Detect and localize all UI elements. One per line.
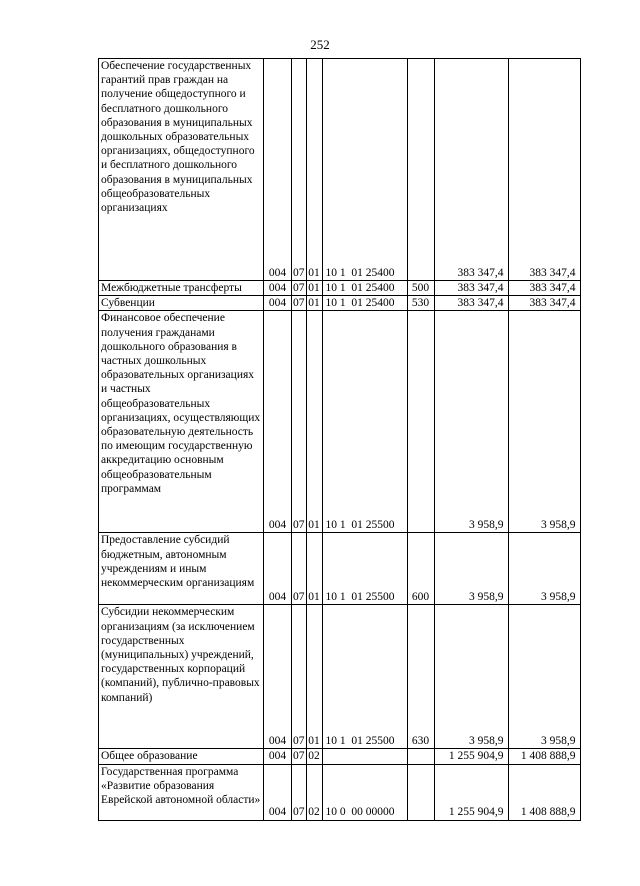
table-row bbox=[99, 605, 581, 749]
row-name: Межбюджетные трансферты bbox=[99, 281, 264, 296]
sum-year-2: 3 958,9 bbox=[508, 311, 580, 533]
table-row bbox=[99, 311, 581, 533]
sum-year-2: 383 347,4 bbox=[508, 281, 580, 296]
section-code: 07 bbox=[292, 533, 307, 605]
subsection-code: 01 bbox=[306, 59, 322, 281]
table-row bbox=[99, 533, 581, 605]
sum-year-1: 383 347,4 bbox=[434, 59, 508, 281]
row-name: Предоставление субсидий бюджетным, автономным учреждениям и иным некоммерческим организациям bbox=[99, 533, 264, 605]
target-article-code: 10 1 01 25400 bbox=[322, 296, 407, 311]
table-row bbox=[99, 296, 581, 311]
target-article-code: 10 1 01 25500 bbox=[322, 311, 407, 533]
expense-type-code bbox=[407, 311, 434, 533]
target-article-code: 10 1 01 25400 bbox=[322, 59, 407, 281]
ministry-code: 004 bbox=[264, 311, 292, 533]
row-name: Финансовое обеспечение получения гражданами дошкольного образования в частных дошкольных образовательных организациях и частных общеобразовательных организациях, осуществляющих образовательную деятельность по имеющим государственную аккредитацию основным общеобразовательным программам bbox=[99, 311, 264, 533]
expense-type-code: 600 bbox=[407, 533, 434, 605]
subsection-code: 01 bbox=[306, 533, 322, 605]
section-code: 07 bbox=[293, 750, 305, 763]
row-name: Субвенции bbox=[99, 296, 264, 311]
section-code: 07 bbox=[292, 605, 307, 749]
section-code: 07 bbox=[293, 282, 305, 294]
sum-year-1: 383 347,4 bbox=[434, 296, 508, 311]
ministry-code: 004 bbox=[264, 59, 292, 281]
table-row bbox=[99, 281, 581, 296]
sum-year-1: 1 255 904,9 bbox=[434, 749, 508, 764]
subsection-code: 01 bbox=[306, 296, 322, 311]
expense-type-code: 530 bbox=[407, 296, 434, 311]
expense-type-code: 500 bbox=[407, 281, 434, 296]
sum-year-1: 3 958,9 bbox=[434, 605, 508, 749]
sum-year-1: 3 958,9 bbox=[434, 311, 508, 533]
target-article-code: 10 1 01 25500 bbox=[322, 605, 407, 749]
section-code: 07 bbox=[292, 59, 307, 281]
ministry-code: 004 bbox=[264, 296, 292, 311]
row-name: Субсидии некоммерческим организациям (за исключением государственных (муниципальных) учреждений, государственных корпораций (компаний), публично-правовых компаний) bbox=[99, 605, 264, 749]
subsection-code: 01 bbox=[306, 605, 322, 749]
expense-type-code bbox=[407, 764, 434, 820]
table-row bbox=[99, 764, 581, 820]
subsection-code: 01 bbox=[306, 311, 322, 533]
sum-year-1: 3 958,9 bbox=[434, 533, 508, 605]
table-row bbox=[99, 749, 581, 764]
target-article-code bbox=[322, 749, 407, 764]
target-article-code: 10 0 00 00000 bbox=[322, 764, 407, 820]
ministry-code: 004 bbox=[264, 764, 292, 820]
ministry-code: 004 bbox=[264, 533, 292, 605]
row-name: Государственная программа «Развитие образования Еврейской автономной области» bbox=[99, 764, 264, 820]
target-article-code: 10 1 01 25500 bbox=[322, 533, 407, 605]
ministry-code: 004 bbox=[264, 749, 292, 764]
sum-year-2: 383 347,4 bbox=[508, 296, 580, 311]
sum-year-2: 1 408 888,9 bbox=[508, 749, 580, 764]
row-name: Обеспечение государственных гарантий прав граждан на получение общедоступного и бесплатного дошкольного образования в муниципальных дошкольных образовательных организациях, общедоступного и бесплатного дошкольного образования в муниципальных общеобразовательных организациях bbox=[99, 59, 264, 281]
subsection-code: 02 bbox=[306, 749, 322, 764]
subsection-code: 02 bbox=[306, 764, 322, 820]
sum-year-2: 3 958,9 bbox=[508, 605, 580, 749]
ministry-code: 004 bbox=[264, 281, 292, 296]
expense-type-code bbox=[407, 749, 434, 764]
budget-table bbox=[98, 58, 581, 821]
expense-type-code: 630 bbox=[407, 605, 434, 749]
section-code: 07 bbox=[293, 297, 305, 310]
sum-year-2: 1 408 888,9 bbox=[508, 764, 580, 820]
row-name: Общее образование bbox=[99, 749, 264, 764]
subsection-code: 01 bbox=[306, 281, 322, 296]
sum-year-1: 1 255 904,9 bbox=[434, 764, 508, 820]
sum-year-1: 383 347,4 bbox=[434, 281, 508, 296]
page-number: 252 bbox=[310, 37, 330, 52]
section-code: 07 bbox=[292, 311, 307, 533]
ministry-code: 004 bbox=[264, 605, 292, 749]
target-article-code: 10 1 01 25400 bbox=[322, 281, 407, 296]
expense-type-code bbox=[407, 59, 434, 281]
sum-year-2: 3 958,9 bbox=[508, 533, 580, 605]
table-row bbox=[99, 59, 581, 281]
section-code: 07 bbox=[292, 764, 307, 820]
sum-year-2: 383 347,4 bbox=[508, 59, 580, 281]
